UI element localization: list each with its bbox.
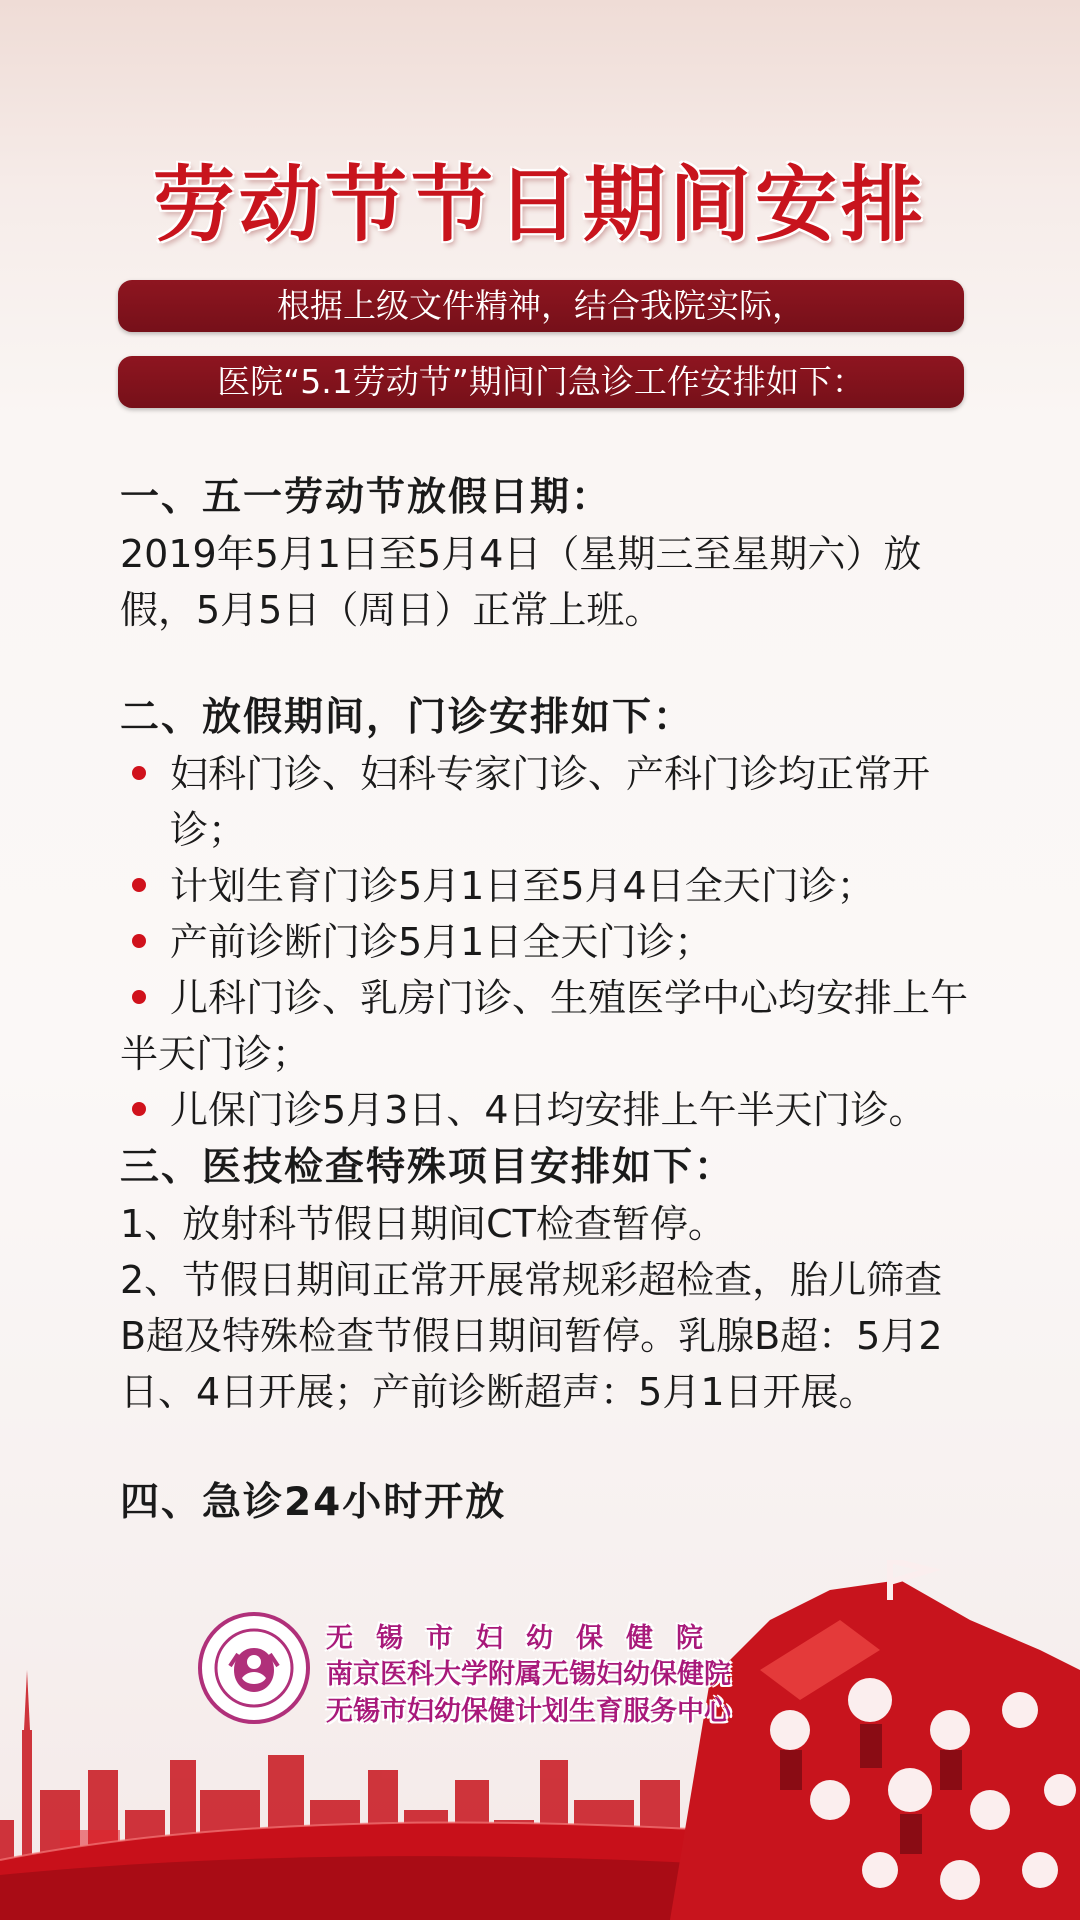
bullet-dot-icon <box>132 1102 146 1116</box>
section-title: 三、医技检查特殊项目安排如下： <box>120 1145 736 1190</box>
section-text: 2019年5月1日至5月4日（星期三至星期六）放 <box>120 532 922 576</box>
bullet-dot-icon <box>132 766 146 780</box>
section-text: 1、放射科节假日期间CT检查暂停。 <box>120 1202 726 1246</box>
intro-banner-1: 根据上级文件精神，结合我院实际， <box>118 280 964 332</box>
bullet-dot-icon <box>132 990 146 1004</box>
hospital-logo-icon <box>198 1612 310 1724</box>
section-emergency <box>120 1475 968 1531</box>
list-item: 儿保门诊5月3日、4日均安排上午半天门诊。 <box>120 1082 968 1138</box>
section-title: 四、急诊24小时开放 <box>120 1480 507 1525</box>
list-item: 儿科门诊、乳房门诊、生殖医学中心均安排上午半天门诊； <box>120 976 969 1076</box>
section-title: 二、放假期间，门诊安排如下： <box>120 695 695 740</box>
org-name-center: 无锡市妇幼保健计划生育服务中心 <box>326 1696 731 1727</box>
section-text: 假，5月5日（周日）正常上班。 <box>120 588 663 632</box>
list-item: 计划生育门诊5月1日至5月4日全天门诊； <box>120 858 968 914</box>
section-outpatient <box>120 690 968 1138</box>
list-item: 产前诊断门诊5月1日全天门诊； <box>120 914 968 970</box>
bullet-dot-icon <box>132 878 146 892</box>
section-medical-tech <box>120 1140 968 1420</box>
org-name-affiliate: 南京医科大学附属无锡妇幼保健院 <box>326 1659 731 1690</box>
section-title: 一、五一劳动节放假日期： <box>120 475 613 520</box>
page-title: 劳动节节日期间安排 <box>152 158 927 253</box>
list-item: 妇科门诊、妇科专家门诊、产科门诊均正常开诊； <box>120 746 968 858</box>
bullet-dot-icon <box>132 934 146 948</box>
org-name-primary: 无锡市妇幼保健院 <box>326 1623 726 1654</box>
labor-crowd-illustration <box>640 1560 1080 1920</box>
section-text: 2、节假日期间正常开展常规彩超检查，胎儿筛查B超及特殊检查节假日期间暂停。乳腺B超：5月2日、4日开展；产前诊断超声：5月1日开展。 <box>120 1258 943 1414</box>
section-holiday-dates <box>120 470 968 638</box>
intro-banner-2: 医院“5.1劳动节”期间门急诊工作安排如下： <box>118 356 964 408</box>
